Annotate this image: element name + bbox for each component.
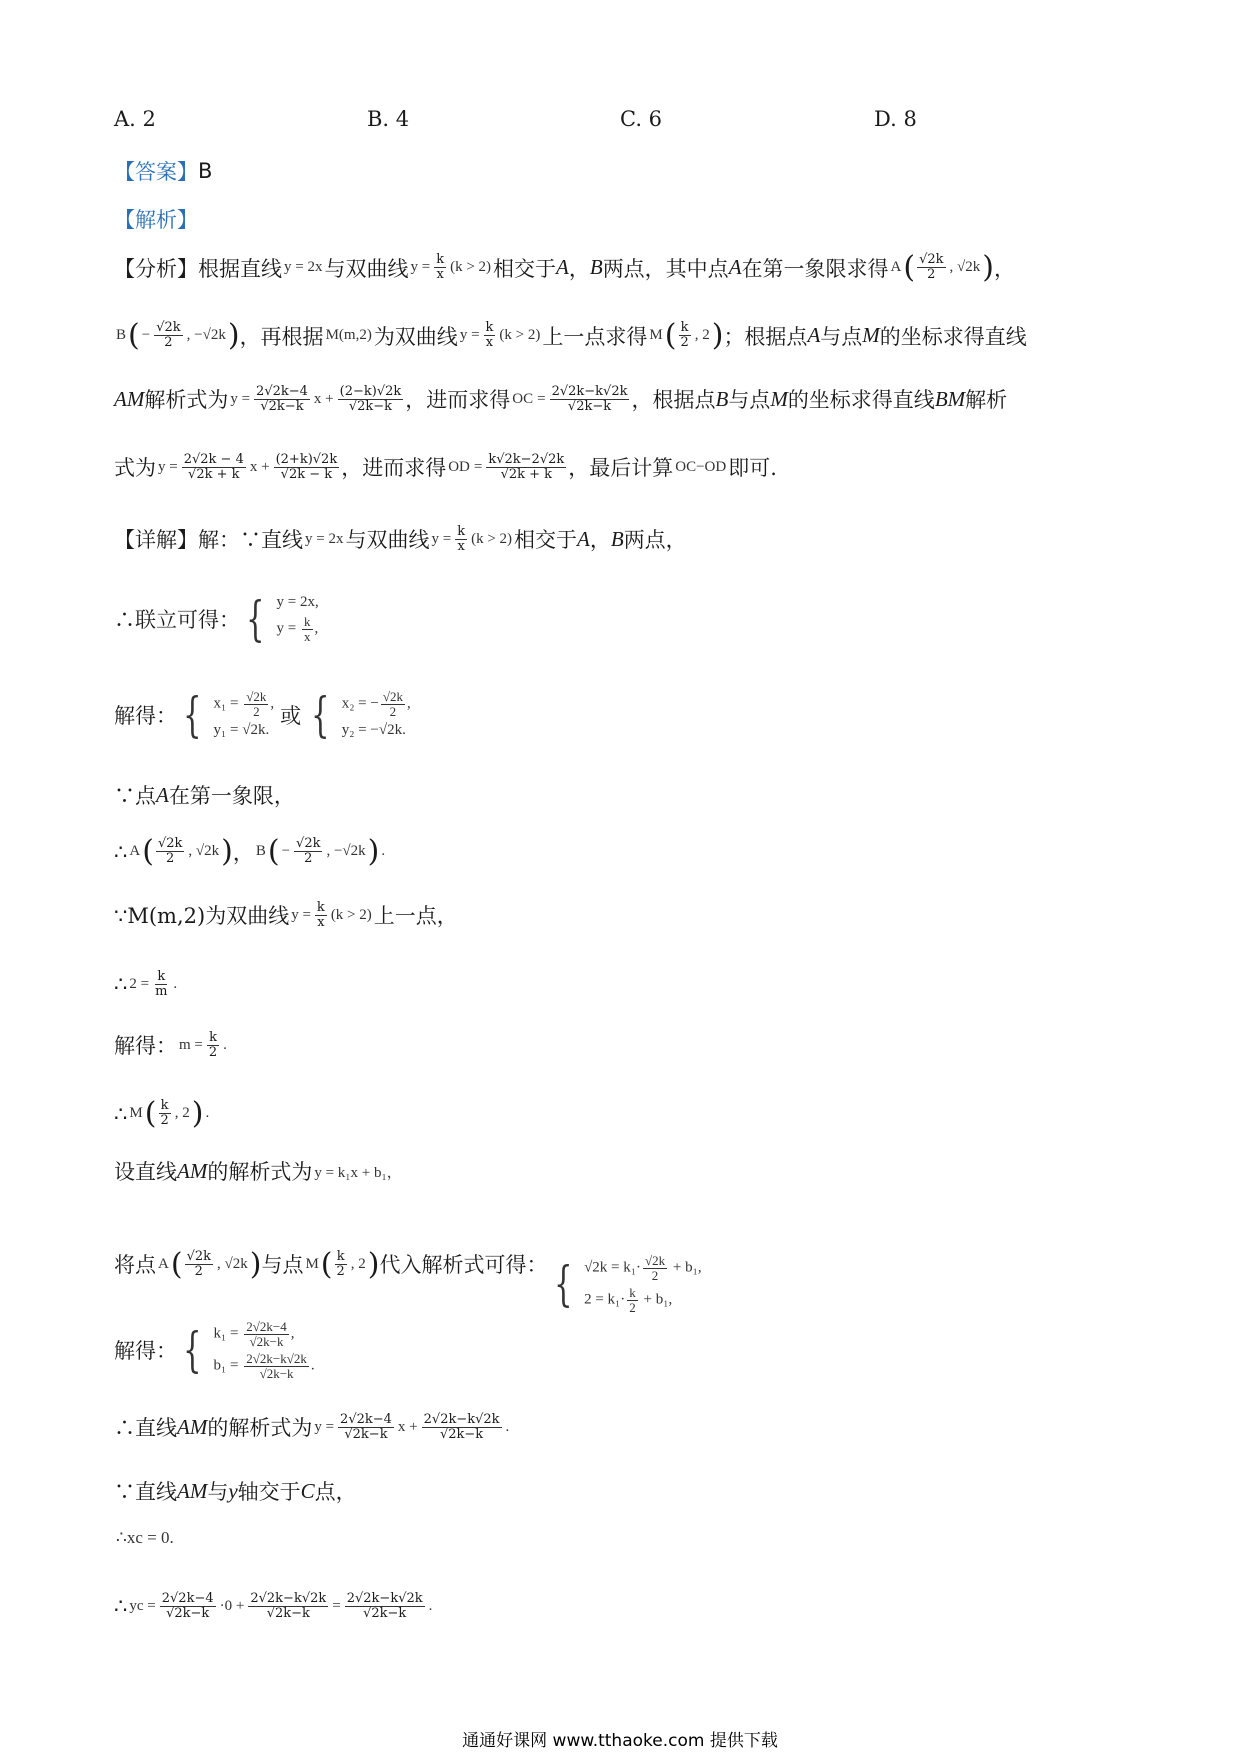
text: 为双曲线 (373, 324, 458, 349)
step-am-y-axis (114, 1476, 357, 1506)
answer-line (114, 156, 212, 186)
line-name: AM (177, 1414, 208, 1439)
text: 解析 (965, 388, 1008, 412)
step-point-a (114, 780, 295, 810)
text: 上一点， (373, 904, 458, 928)
step-am-eq: ∴直线 AM 的解析式为 y = $\frac{2√2k-4}{√2k-k}$ x + $\frac{2√2k-k√2k}{√2k-k}$ . (114, 1411, 510, 1442)
text: ∴直线 (114, 1416, 177, 1440)
point-label: A (577, 526, 590, 551)
option-d: D. 8 (874, 107, 917, 131)
detail-line-1: 【详解】解：∵直线 y = 2x 与双曲线 y = $\frac{k}{x}$ (k > 2) 相交于 A ， B 两点， (114, 523, 687, 554)
text: ，再根据 (239, 324, 324, 349)
text: 【分析】根据直线 (114, 256, 282, 281)
text: 两点， (623, 528, 687, 552)
text: ∵M(m,2)为双曲线 (114, 904, 290, 928)
text: ∴ (114, 1594, 128, 1619)
text: 点， (314, 1480, 357, 1504)
text: 两点，其中点 (602, 256, 729, 281)
answer-tag: 【答案】 (114, 160, 198, 184)
text: 解析式为 (144, 388, 229, 412)
math-expr: OD (448, 458, 470, 475)
text: 与 (207, 1480, 229, 1504)
text: 解得： (114, 1034, 177, 1058)
point-label: C (300, 1478, 315, 1503)
text: 上一点求得 (542, 324, 648, 349)
point-label: A (728, 255, 742, 279)
text: 代入解析式可得： (379, 1253, 548, 1278)
text: ， (589, 528, 611, 552)
text: ∴联立可得： (114, 607, 240, 632)
text: ， (568, 256, 590, 281)
option-c: C. 6 (620, 107, 663, 131)
text: 解得： (114, 1339, 177, 1364)
text: 设直线 (114, 1160, 177, 1184)
answer-value: B (198, 159, 213, 183)
text: 【详解】解：∵直线 (114, 528, 303, 552)
analysis-line-4: 式为 y = $\frac{2√2k - 4}{√2k + k}$ x + $\frac{(2+k)√2k}{√2k - k}$ ，进而求得 OD = $\frac{k√2k-2√2k}{√2k + k}$ ，最后计算 OC−OD 即可. (114, 451, 777, 482)
step-m-eq: 解得： m = $\frac{k}{2}$ . (114, 1029, 227, 1060)
step-xc (114, 1528, 176, 1548)
text: 相交于 (514, 528, 578, 552)
text: 即可. (728, 456, 777, 480)
axis-name: y (228, 1478, 238, 1503)
point-label: B (715, 386, 729, 411)
equation-system: { k₁ = $\frac{2√2k-4}{√2k-k}$ , b₁ = $\frac{2√2k-k√2k}{√2k-k}$ . (183, 1319, 315, 1381)
math-expr: (k > 2) (450, 259, 492, 275)
equation-system: { x₂ = − $\frac{√2k}{2}$ , y₂ = −√2k. (311, 686, 411, 743)
step-lianli (114, 590, 321, 647)
option-a: A. 2 (114, 107, 156, 131)
line-name: AM (177, 1158, 208, 1183)
step-m-coords: ∴ M ( $\frac{k}{2}$ , 2 ) . (114, 1096, 210, 1131)
text: 相交于 (493, 256, 557, 281)
line-name: BM (934, 386, 966, 411)
step-substitute: 将点 A ( $\frac{√2k}{2}$ , √2k ) 与点 M ( $\frac{k}{2}$ , 2 ) 代入解析式可得： { √2k = k₁· $\frac{√2k}{2}$ + b₁, 2 = k₁· $\frac{k}{2}$ + b₁, (114, 1246, 702, 1315)
analysis-line-1: 【分析】根据直线 y = 2x 与双曲线 y = $\frac{k}{x}$ (k > 2) 相交于 A ， B 两点，其中点 A 在第一象限求得 A ( $\frac{√2k}{2}$ , √2k ) ， (114, 250, 1015, 285)
text: ，最后计算 (568, 456, 674, 480)
text: 式为 (114, 456, 156, 480)
point-label: A (807, 323, 821, 347)
text: 的解析式为 (207, 1160, 313, 1184)
equation-system: { √2k = k₁· $\frac{√2k}{2}$ + b₁, 2 = k₁· $\frac{k}{2}$ + b₁, (553, 1253, 702, 1315)
math-expr: OC (512, 390, 534, 407)
math-expr: y = 2x (284, 259, 323, 275)
text: 的坐标求得直线 (787, 388, 935, 412)
text: ∴ (114, 972, 128, 997)
math-expr: y = 2x (305, 530, 344, 547)
text: 在第一象限， (168, 784, 295, 808)
text: ，根据点 (631, 388, 716, 412)
text: ；根据点 (723, 324, 808, 349)
step-2-eq: ∴ 2 = $\frac{k}{m}$ . (114, 969, 178, 999)
option-b: B. 4 (367, 107, 410, 131)
text: 轴交于 (237, 1480, 301, 1504)
text: 与双曲线 (345, 528, 430, 552)
point-label: M (770, 386, 788, 411)
math-expr: M(m,2) (325, 327, 372, 343)
analysis-line-2: B ( − $\frac{√2k}{2}$ , −√2k ) ，再根据 M(m,2) 为双曲线 y = $\frac{k}{x}$ (k > 2) 上一点求得 M ( $\frac{k}{2}$ , 2 ) ；根据点 A 与点 M 的坐标求得直线 (116, 318, 1027, 353)
analysis-tag: 【解析】 (114, 208, 198, 232)
step-ab-coords: ∴ A ( $\frac{√2k}{2}$ , √2k ) ， B ( − $\frac{√2k}{2}$ , −√2k ) . (114, 834, 386, 869)
text: 与双曲线 (324, 256, 409, 281)
text: 的坐标求得直线 (879, 324, 1027, 349)
math-expr: OC−OD (675, 458, 727, 475)
point-label: M (862, 323, 880, 347)
text: 将点 (114, 1253, 156, 1278)
text: ∴ (114, 1101, 128, 1126)
point-label: A (156, 782, 169, 807)
text: 在第一象限求得 (741, 256, 889, 281)
text: ∵直线 (114, 1480, 177, 1504)
text: ∴ (114, 839, 128, 864)
step-set-am (114, 1156, 404, 1186)
text: 与点 (261, 1253, 304, 1278)
text: 与点 (820, 324, 863, 349)
equation-system: { y = 2x, y = $\frac{k}{x}$ , (246, 590, 319, 647)
text: 或 (280, 703, 302, 728)
line-name: AM (177, 1478, 208, 1503)
point-label: A (556, 255, 569, 279)
step-m-on-curve: ∵M(m,2)为双曲线 y = $\frac{k}{x}$ (k > 2) 上一点， (114, 899, 458, 930)
step-yc: ∴ yc = $\frac{2√2k-4}{√2k-k}$ ·0 + $\frac{2√2k-k√2k}{√2k-k}$ = $\frac{2√2k-k√2k}{√2k-k}$ . (114, 1591, 433, 1621)
text: ，进而求得 (405, 388, 511, 412)
text: ∵点 (114, 784, 156, 808)
footer-watermark: 通通好课网 www.tthaoke.com 提供下载 (462, 1731, 778, 1751)
text: 与点 (728, 388, 771, 412)
text: 的解析式为 (207, 1416, 313, 1440)
step-solve-1 (114, 686, 413, 743)
point-label: B (589, 255, 603, 279)
analysis-line-3: AM 解析式为 y = $\frac{2√2k-4}{√2k-k}$ x + $\frac{(2-k)√2k}{√2k-k}$ ，进而求得 OC = $\frac{2√2k-k√2k}{√2k-k}$ ，根据点 B 与点 M 的坐标求得直线 BM 解析 (114, 383, 1008, 414)
math-expr: ∴xc = 0. (116, 1528, 174, 1547)
math-expr: y = k₁x + b₁， (314, 1164, 402, 1181)
step-solve-k1b1 (114, 1320, 317, 1381)
equation-system: { x₁ = $\frac{√2k}{2}$ , y₁ = √2k. (183, 686, 275, 743)
text: ，进而求得 (341, 456, 447, 480)
line-name: AM (114, 386, 145, 411)
point-label: B (610, 526, 624, 551)
text: 解得： (114, 703, 177, 728)
